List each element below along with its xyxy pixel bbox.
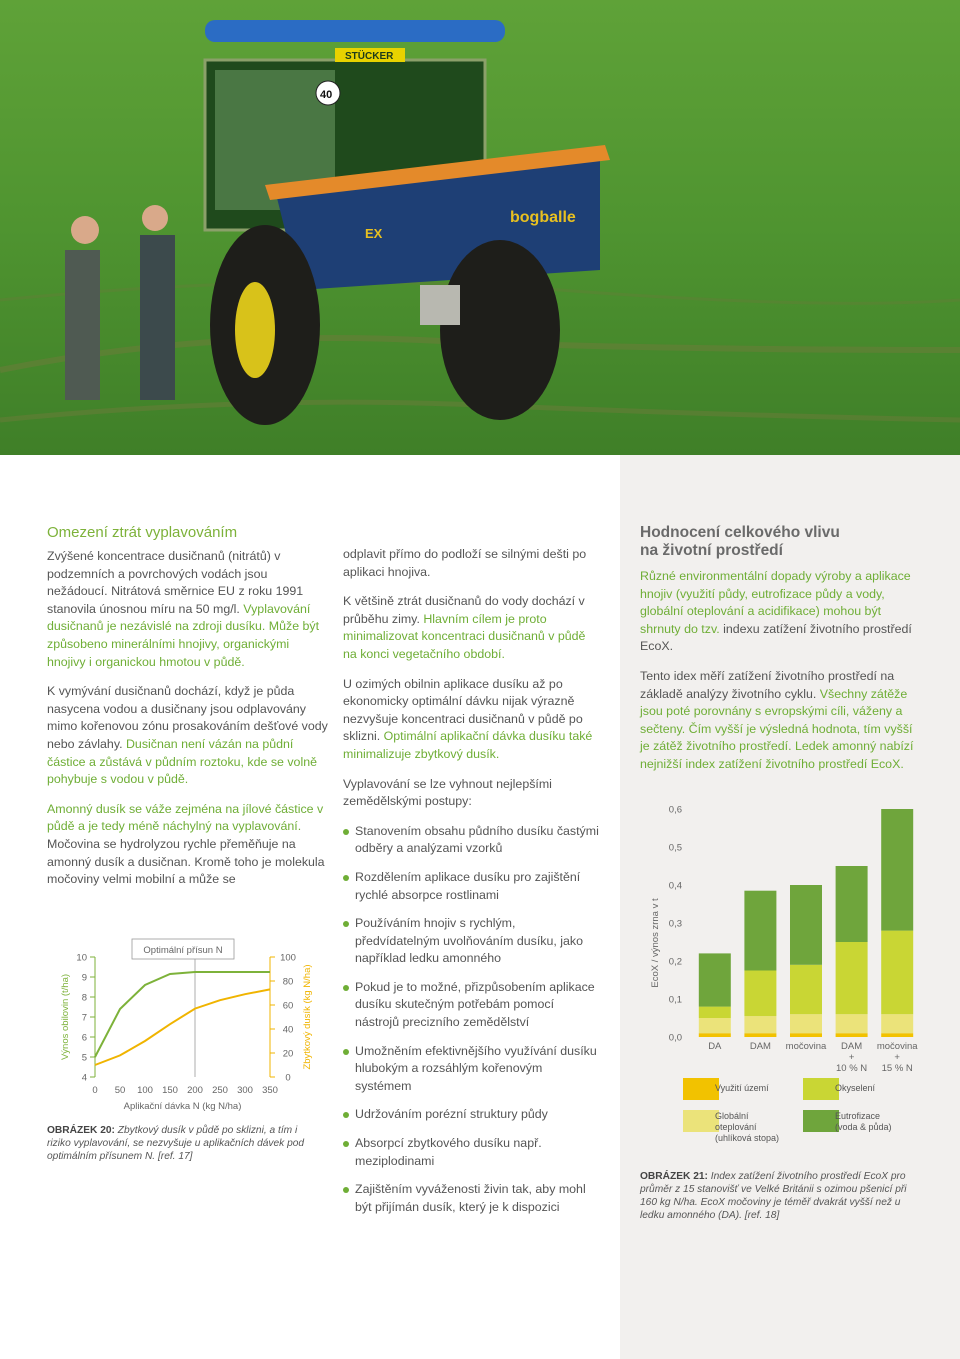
paragraph: Vyplavování se lze vyhnout nejlepšími zemědělskými postupy: — [343, 776, 552, 809]
x-tick-label: + — [894, 1052, 900, 1063]
y2-axis-title: Zbytkový dusík (kg N/ha) — [302, 964, 313, 1070]
y-tick-label: 8 — [81, 992, 87, 1004]
y-tick-label: 0,1 — [668, 994, 682, 1006]
y2-tick-label: 20 — [282, 1048, 294, 1060]
legend-swatch — [683, 1078, 719, 1100]
paragraph: odplavit přímo do podloží se silnými dešti po aplikaci hnojiva. — [343, 547, 587, 579]
y2-tick-label: 60 — [282, 1000, 294, 1012]
bar-segment — [836, 1014, 868, 1033]
x-tick-label: 10 % N — [836, 1063, 868, 1074]
paragraph: Různé environmentální dopady výroby a aplikace hnojiv (využití půdy, eutrofizace půdy a vody, globální oteplování a acidifikace) mohou být shrnuty do tzv. indexu zatížení životního prostředí EcoX. — [640, 569, 912, 654]
yield-nitrogen-chart — [45, 935, 335, 1115]
bar-segment — [836, 942, 868, 1014]
header-photo — [0, 0, 960, 455]
y-axis-title: EcoX / výnos zrna v t — [650, 898, 661, 988]
y2-tick-label: 100 — [280, 952, 296, 964]
y-tick-label: 0,3 — [668, 918, 682, 930]
column-1 — [47, 524, 329, 901]
bar-segment — [790, 965, 822, 1014]
x-axis-title: Aplikační dávka N (kg N/ha) — [123, 1101, 242, 1112]
section-heading: Hodnocení celkového vlivu na životní prostředí — [640, 524, 840, 559]
yield-line — [95, 972, 270, 1057]
bar-segment — [881, 931, 913, 1015]
x-tick-label: 150 — [162, 1085, 178, 1096]
x-tick-label: 250 — [212, 1085, 228, 1096]
column-3 — [640, 524, 925, 786]
bar-segment — [836, 866, 868, 942]
x-tick-label: 350 — [262, 1085, 278, 1096]
legend-label: Okyselení — [835, 1083, 876, 1093]
paragraph: Zvýšené koncentrace dusičnanů (nitrátů) v podzemních a povrchových vodách jsou nežádoucí. Nitrátová směrnice EU z roku 1991 stanovila únosnou míru na 50 mg/l. Vyplavování dusičnanů je nezávislé na zdroji dusíku. Může být způsobeno minerálními hnojivy, organickými hnojivy i organickou hmotou v půdě. — [47, 549, 320, 669]
bar-segment — [790, 1033, 822, 1037]
x-tick-label: DAM — [841, 1041, 863, 1052]
y-tick-label: 0,5 — [668, 842, 682, 854]
bar-segment — [881, 1033, 913, 1037]
y-tick-label: 9 — [81, 972, 87, 984]
section-heading: Omezení ztrát vyplavováním — [47, 524, 238, 541]
bar-segment — [744, 971, 776, 1017]
y-tick-label: 5 — [81, 1052, 87, 1064]
ecox-bar-chart — [640, 795, 945, 1080]
x-tick-label: 200 — [187, 1085, 203, 1096]
model-label: EX — [365, 226, 383, 241]
optimum-label: Optimální přísun N — [143, 945, 223, 956]
list-item: Udržováním porézní struktury půdy — [343, 1106, 599, 1124]
list-item: Používáním hnojiv s rychlým, předvídatelným uvolňováním dusíku, jako například ledku amonného — [343, 915, 599, 968]
legend-swatch — [803, 1110, 839, 1132]
residual-nitrogen-line — [95, 989, 270, 1065]
paragraph: K většině ztrát dusičnanů do vody dochází v průběhu zimy. Hlavním cílem je proto minimalizovat koncentraci dusičnanů v půdě na konci vegetačního období. — [343, 594, 586, 661]
x-tick-label: 0 — [92, 1085, 98, 1096]
y-tick-label: 0,2 — [668, 956, 682, 968]
y-tick-label: 4 — [81, 1072, 87, 1084]
column-2 — [343, 546, 599, 1227]
paragraph: Amonný dusík se váže zejména na jílové částice v půdě a je tedy méně náchylný na vyplavování. Močovina se hydrolyzou rychle přeměňuje na amonný dusík a dusičnan. Kromě toho je molekula močoviny velmi mobilní a může se — [47, 801, 325, 887]
y-tick-label: 7 — [81, 1012, 87, 1024]
bar-segment — [790, 1014, 822, 1033]
x-tick-label: 100 — [137, 1085, 153, 1096]
list-item: Absorpcí zbytkového dusíku např. meziplodinami — [343, 1135, 599, 1170]
bar-segment — [836, 1033, 868, 1037]
bar-segment — [699, 1033, 731, 1037]
legend-swatch — [683, 1110, 719, 1132]
x-tick-label: 50 — [114, 1085, 126, 1096]
speed-sign: 40 — [320, 89, 333, 101]
list-item: Stanovením obsahu půdního dusíku častými odběry a analýzami vzorků — [343, 823, 599, 858]
bar-segment — [744, 1033, 776, 1037]
legend-label: Globální oteplování (uhlíková stopa) — [715, 1111, 780, 1143]
list-item: Pokud je to možné, přizpůsobením aplikace dusíku skutečným potřebám pomocí nástrojů precizního zemědělství — [343, 979, 599, 1032]
hopper-brand: bogballe — [510, 209, 576, 226]
y2-tick-label: 0 — [285, 1072, 291, 1084]
y-tick-label: 0,0 — [668, 1032, 682, 1044]
practice-list — [343, 823, 599, 1217]
list-item: Umožněním efektivnějšího využívání dusíku hlubokým a rozsáhlým kořenovým systémem — [343, 1043, 599, 1096]
bar-segment — [699, 1018, 731, 1033]
bar-segment — [790, 885, 822, 965]
x-tick-label: DAM — [749, 1041, 771, 1052]
x-tick-label: 300 — [237, 1085, 253, 1096]
legend-swatch — [803, 1078, 839, 1100]
figure-21-caption: OBRÁZEK 21: Index zatížení životního prostředí EcoX pro průměr z 15 stanovišť ve Velké Británii s ozimou pšenicí při 160 kg N/ha. EcoX močoviny je téměř dvakrát vyšší než u ledku amonného (DA). [ref. 18] — [640, 1171, 907, 1221]
paragraph: U ozimých obilnin aplikace dusíku až po ekonomicky optimální dávku nijak výrazně nezvyšuje koncentraci dusičnanů v půdě po sklizni. Optimální aplikační dávka dusíku také minimalizuje zbytkový dusík. — [343, 676, 593, 761]
legend-label: Využití území — [715, 1083, 769, 1093]
y-axis-title: Výnos obilovin (t/ha) — [60, 973, 71, 1061]
paragraph: Tento idex měří zatížení životního prostředí na základě analýzy životního cyklu. Všechny zátěže jsou poté porovnány s evropskými cíli, váženy a sečteny. Čím vyšší je výsledná hodnota, tím vyšší je zátěž životního prostředí. Ledek amonný nabízí nejnižší index zatížení životního prostředí EcoX. — [640, 668, 914, 771]
bar-segment — [699, 1007, 731, 1018]
y2-tick-label: 40 — [282, 1024, 294, 1036]
legend-label: Eutrofizace (voda & půda) — [835, 1111, 892, 1132]
y-tick-label: 0,4 — [668, 880, 682, 892]
y-tick-label: 0,6 — [668, 804, 682, 816]
paragraph: K vymývání dusičnanů dochází, když je půda nasycena vodou a dusičnany jsou odplavovány mimo kořenovou zónu prosakováním dešťové vody nebo závlahy. Dusičnan není vázán na půdní částice a zůstává v půdním roztoku, kde se volně pohybuje s vodou v půdě. — [47, 684, 328, 787]
figure-20-caption: OBRÁZEK 20: Zbytkový dusík v půdě po sklizni, a tím i riziko vyplavování, se nezvyšuje u aplikačních dávek pod optimálním přísunem N. [ref. 17] — [47, 1125, 305, 1162]
x-tick-label: močovina — [876, 1041, 918, 1052]
bar-segment — [699, 953, 731, 1006]
brand-label: STÜCKER — [345, 51, 394, 62]
x-tick-label: DA — [708, 1041, 722, 1052]
bar-segment — [744, 891, 776, 971]
x-tick-label: močovina — [785, 1041, 827, 1052]
bar-segment — [881, 1014, 913, 1033]
bar-segment — [881, 809, 913, 931]
list-item: Zajištěním vyváženosti živin tak, aby mohl být přijímán dusík, který je k dispozici — [343, 1181, 599, 1216]
y2-tick-label: 80 — [282, 976, 294, 988]
list-item: Rozdělením aplikace dusíku pro zajištění rychlé absorpce rostlinami — [343, 869, 599, 904]
y-tick-label: 10 — [76, 952, 87, 964]
tractor-photo — [0, 0, 960, 455]
y-tick-label: 6 — [81, 1032, 87, 1044]
x-tick-label: + — [848, 1052, 855, 1063]
bar-segment — [744, 1016, 776, 1033]
x-tick-label: 15 % N — [881, 1063, 913, 1074]
